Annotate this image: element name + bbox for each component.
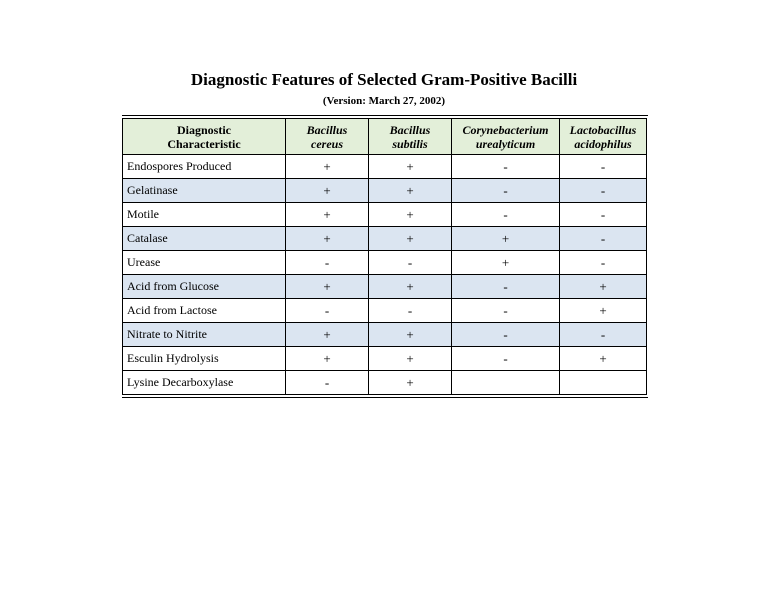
cell-value: +: [452, 251, 560, 275]
header-species-lactobacillus-acidophilus: [560, 119, 647, 155]
table-row: [123, 275, 647, 299]
cell-value: -: [286, 251, 369, 275]
table-row: [123, 227, 647, 251]
cell-value: +: [286, 155, 369, 179]
species-epithet: urealyticum: [475, 136, 536, 151]
cell-value: +: [369, 155, 452, 179]
cell-value: +: [286, 275, 369, 299]
cell-value: [560, 371, 647, 395]
species-genus: Corynebacterium: [462, 122, 549, 137]
cell-value: +: [452, 227, 560, 251]
cell-value: -: [452, 347, 560, 371]
cell-value: -: [452, 323, 560, 347]
species-epithet: acidophilus: [574, 136, 632, 151]
cell-value: +: [286, 203, 369, 227]
cell-value: -: [369, 251, 452, 275]
cell-value: -: [560, 179, 647, 203]
cell-value: +: [560, 275, 647, 299]
row-characteristic: Endospores Produced: [123, 155, 286, 179]
table-row: [123, 251, 647, 275]
cell-value: -: [560, 203, 647, 227]
cell-value: [452, 371, 560, 395]
row-characteristic: Lysine Decarboxylase: [123, 371, 286, 395]
cell-value: +: [286, 347, 369, 371]
cell-value: -: [452, 299, 560, 323]
cell-value: +: [369, 347, 452, 371]
table-row: [123, 371, 647, 395]
header-characteristic: [123, 119, 286, 155]
header-species-corynebacterium-urealyticum: [452, 119, 560, 155]
table-row: [123, 203, 647, 227]
header-characteristic-line1: Diagnostic: [177, 122, 231, 137]
cell-value: -: [286, 299, 369, 323]
cell-value: +: [369, 227, 452, 251]
header-characteristic-line2: Characteristic: [167, 136, 241, 151]
cell-value: -: [560, 155, 647, 179]
row-characteristic: Esculin Hydrolysis: [123, 347, 286, 371]
diagnostic-table: [122, 118, 647, 395]
cell-value: -: [452, 155, 560, 179]
cell-value: +: [560, 347, 647, 371]
cell-value: -: [452, 203, 560, 227]
cell-value: +: [369, 275, 452, 299]
row-characteristic: Acid from Glucose: [123, 275, 286, 299]
row-characteristic: Acid from Lactose: [123, 299, 286, 323]
cell-value: -: [560, 251, 647, 275]
species-genus: Bacillus: [389, 122, 431, 137]
row-characteristic: Nitrate to Nitrite: [123, 323, 286, 347]
cell-value: -: [452, 179, 560, 203]
cell-value: -: [452, 275, 560, 299]
row-characteristic: Catalase: [123, 227, 286, 251]
row-characteristic: Motile: [123, 203, 286, 227]
species-epithet: subtilis: [392, 136, 428, 151]
row-characteristic: Gelatinase: [123, 179, 286, 203]
diagnostic-table-frame: [122, 115, 648, 398]
cell-value: +: [286, 179, 369, 203]
table-body: [123, 155, 647, 395]
cell-value: -: [560, 227, 647, 251]
cell-value: -: [560, 323, 647, 347]
document-title: Diagnostic Features of Selected Gram-Positive Bacilli: [190, 70, 578, 89]
table-row: [123, 155, 647, 179]
row-characteristic: Urease: [123, 251, 286, 275]
cell-value: +: [369, 371, 452, 395]
header-row: [123, 119, 647, 155]
cell-value: +: [369, 323, 452, 347]
table-row: [123, 347, 647, 371]
cell-value: +: [286, 227, 369, 251]
header-species-bacillus-subtilis: [369, 119, 452, 155]
table-row: [123, 299, 647, 323]
species-genus: Lactobacillus: [569, 122, 637, 137]
cell-value: +: [369, 179, 452, 203]
species-epithet: cereus: [311, 136, 343, 151]
header-species-bacillus-cereus: [286, 119, 369, 155]
cell-value: -: [369, 299, 452, 323]
cell-value: +: [560, 299, 647, 323]
table-row: [123, 323, 647, 347]
document-subtitle: (Version: March 27, 2002): [322, 95, 446, 107]
cell-value: -: [286, 371, 369, 395]
cell-value: +: [286, 323, 369, 347]
table-row: [123, 179, 647, 203]
table-header: [123, 119, 647, 155]
species-genus: Bacillus: [306, 122, 348, 137]
cell-value: +: [369, 203, 452, 227]
